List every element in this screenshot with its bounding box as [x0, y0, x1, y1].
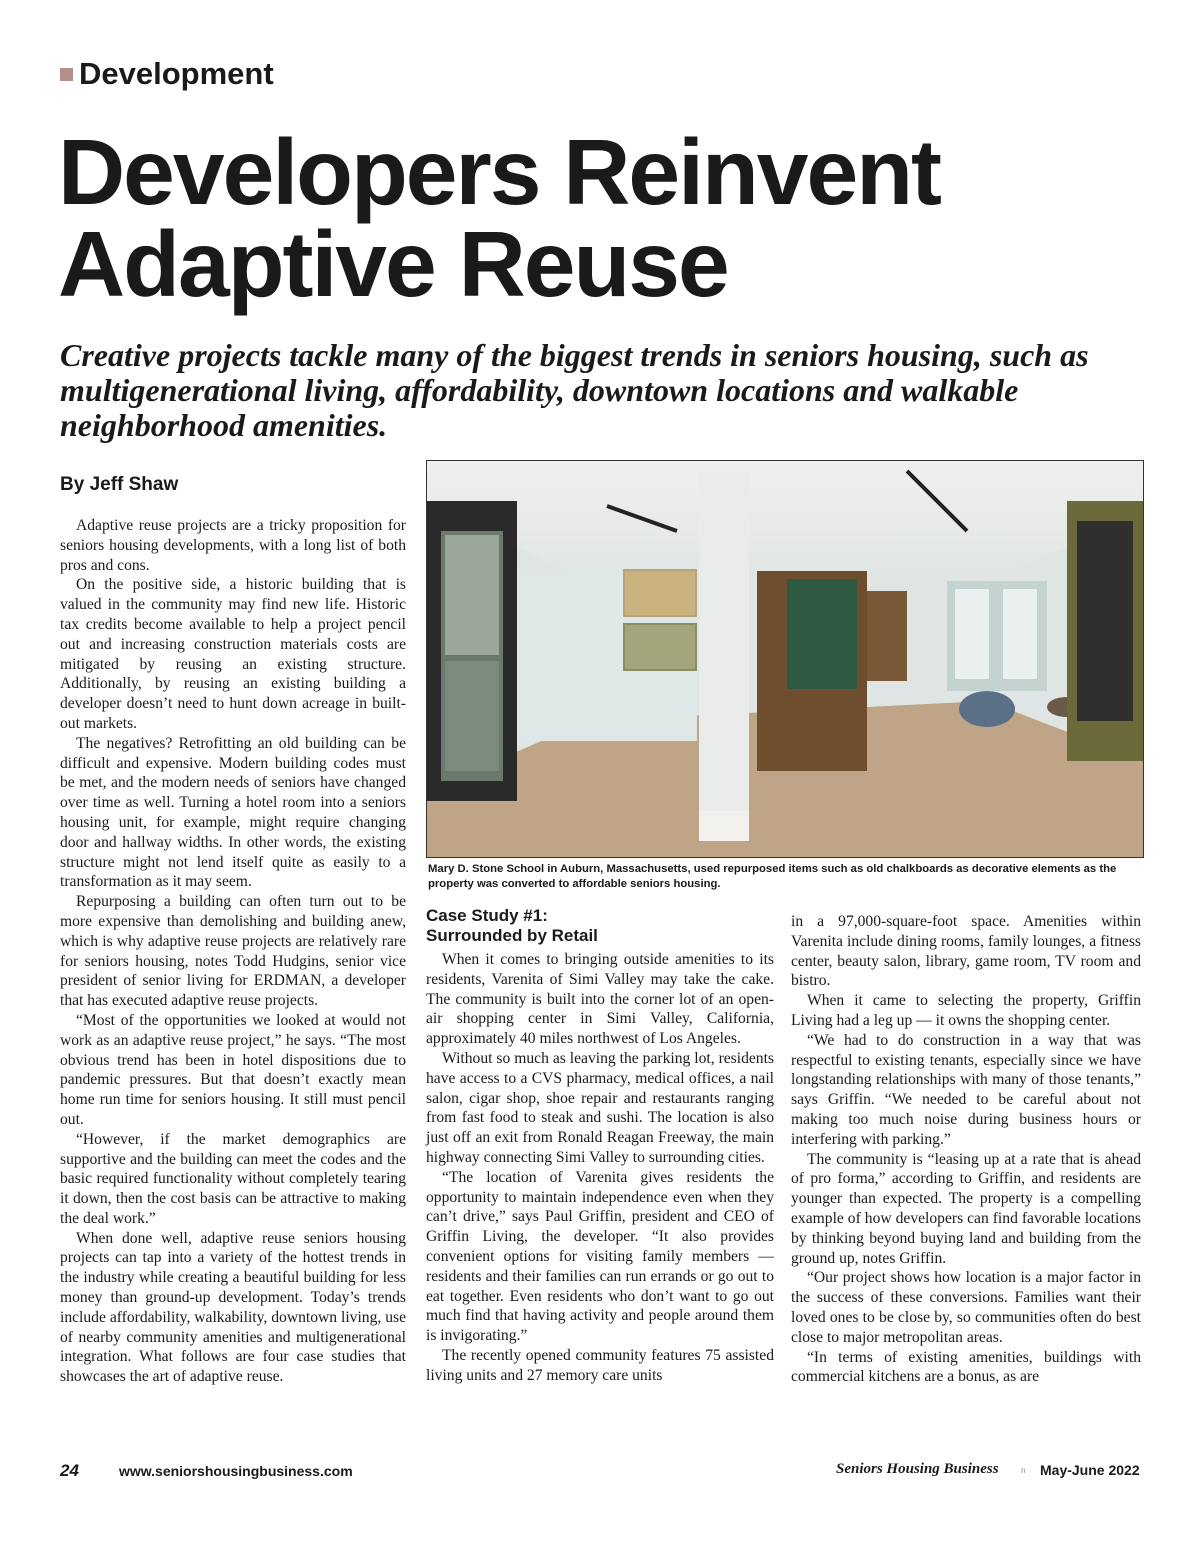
photo-caption: Mary D. Stone School in Auburn, Massachusetts, used repurposed items such as old chalkboards as decorative elements as the property was converted to affordable seniors housing. — [428, 863, 1117, 890]
body-paragraph-continued: in a 97,000-square-foot space. Amenities within Varenita include dining rooms, family lounges, a fitness center, beauty salon, library, game room, TV room and bistro. — [791, 913, 1141, 990]
footer-separator: n — [1021, 1466, 1026, 1475]
website-link[interactable]: www.seniorshousingbusiness.com — [119, 1463, 353, 1479]
publication-name: Seniors Housing Business — [836, 1461, 999, 1477]
body-paragraph: The community is “leasing up at a rate that is ahead of pro forma,” according to Griffin, and residents are younger than expected. The property is a compelling example of how developers can find favorable locations by thinking beyond buying land and building from the ground up, notes Griffin. — [791, 1150, 1141, 1267]
body-paragraph: The negatives? Retrofitting an old building can be difficult and expensive. Modern building codes must be met, and the modern needs of seniors have changed over time as well. Turning a hotel room into a seniors housing unit, for example, might require changing door and hallway widths. In other words, the existing structure might not lend itself quite as easily to a transformation as it may seem. — [60, 734, 406, 891]
hallway-photo-illustration — [427, 461, 1143, 857]
section-label — [60, 54, 274, 94]
page-number: 24 — [60, 1461, 79, 1480]
body-paragraph: When it came to selecting the property, Griffin Living had a leg up — it owns the shopping center. — [791, 992, 1141, 1029]
body-paragraph: When done well, adaptive reuse seniors housing projects can tap into a variety of the hottest trends in the industry while creating a beautiful building for less money than ground-up development. Today’s trends include affordability, walkability, downtown living, use of nearby community amenities and multigenerational integration. What follows are four case studies that showcases the art of adaptive reuse. — [60, 1229, 406, 1386]
body-paragraph: “We had to do construction in a way that was respectful to existing tenants, especially since we have longstanding relationships with many of those tenants,” says Griffin. “We needed to be careful about not making too much noise during business hours or interfering with parking.” — [791, 1031, 1141, 1148]
body-paragraph: Adaptive reuse projects are a tricky proposition for seniors housing developments, with a long list of both pros and cons. — [60, 517, 406, 574]
body-paragraph: The recently opened community features 75 assisted living units and 27 memory care units — [426, 1346, 774, 1384]
article-photo — [426, 460, 1144, 858]
headline — [58, 120, 1158, 316]
body-paragraph: On the positive side, a historic building that is valued in the community may find new life. Historic tax credits become available to help a project pencil out and increasing construction materials costs are mitigated by reusing an existing structure. Additionally, by reusing an existing building a developer doesn’t need to hunt down acreage in built-out markets. — [60, 576, 406, 732]
headline-line-2: Adaptive Reuse — [58, 212, 728, 316]
body-paragraph: Without so much as leaving the parking lot, residents have access to a CVS pharmacy, medical offices, a nail salon, cigar shop, shoe repair and restaurants ranging from fast food to steak and sushi. The location is also just off an exit from Ronald Reagan Freeway, the main highway connecting Simi Valley to surrounding cities. — [426, 1049, 774, 1166]
body-paragraph: Repurposing a building can often turn out to be more expensive than demolishing and building anew, which is why adaptive reuse projects are relatively rare for seniors housing, notes Todd Hudgins, senior vice president of senior living for ERDMAN, a developer that has executed adaptive reuse projects. — [60, 893, 406, 1010]
body-paragraph: When it comes to bringing outside amenities to its residents, Varenita of Simi Valley may take the cake. The community is built into the corner lot of an open-air shopping center in Simi Valley, California, approximately 40 miles northwest of Los Angeles. — [426, 951, 774, 1048]
case-study-heading-line-2: Surrounded by Retail — [426, 926, 598, 945]
body-paragraph: “Most of the opportunities we looked at would not work as an adaptive reuse project,” he says. “The most obvious trend has been in hotel dispositions due to pandemic pressures. But that doesn’t exactly mean home run time for seniors housing. It still must pencil out. — [60, 1011, 406, 1128]
section-name: Development — [79, 56, 274, 91]
deck: Creative projects tackle many of the biggest trends in seniors housing, such as multigenerational living, affordability, downtown locations and walkable neighborhood amenities. — [60, 337, 1089, 443]
intro-column — [60, 516, 406, 1387]
body-paragraph: “However, if the market demographics are supportive and the building can meet the codes and the basic required functionality without completely tearing it down, then the cost basis can be attractive to making the deal work.” — [60, 1130, 406, 1227]
issue-date: May-June 2022 — [1040, 1462, 1140, 1478]
case-study-column — [426, 906, 774, 1386]
case-study-heading-line-1: Case Study #1: — [426, 906, 548, 925]
case-study-heading — [426, 906, 774, 946]
headline-line-1: Developers Reinvent — [58, 120, 941, 224]
body-paragraph: “Our project shows how location is a major factor in the success of these conversions. Families want their loved ones to be close by, so communities often do best close to major metropolitan areas. — [791, 1269, 1141, 1346]
byline: By Jeff Shaw — [60, 474, 179, 495]
right-column — [791, 912, 1141, 1387]
body-paragraph: “In terms of existing amenities, buildings with commercial kitchens are a bonus, as are — [791, 1348, 1141, 1386]
section-square-icon — [60, 68, 73, 81]
body-paragraph: “The location of Varenita gives residents the opportunity to maintain independence even when they can’t drive,” says Paul Griffin, president and CEO of Griffin Living, the developer. “It also provides convenient options for visiting family members — residents and their families can run errands or go out to eat together. Even residents who don’t want to go out much find that having activity and people around them is invigorating.” — [426, 1168, 774, 1345]
